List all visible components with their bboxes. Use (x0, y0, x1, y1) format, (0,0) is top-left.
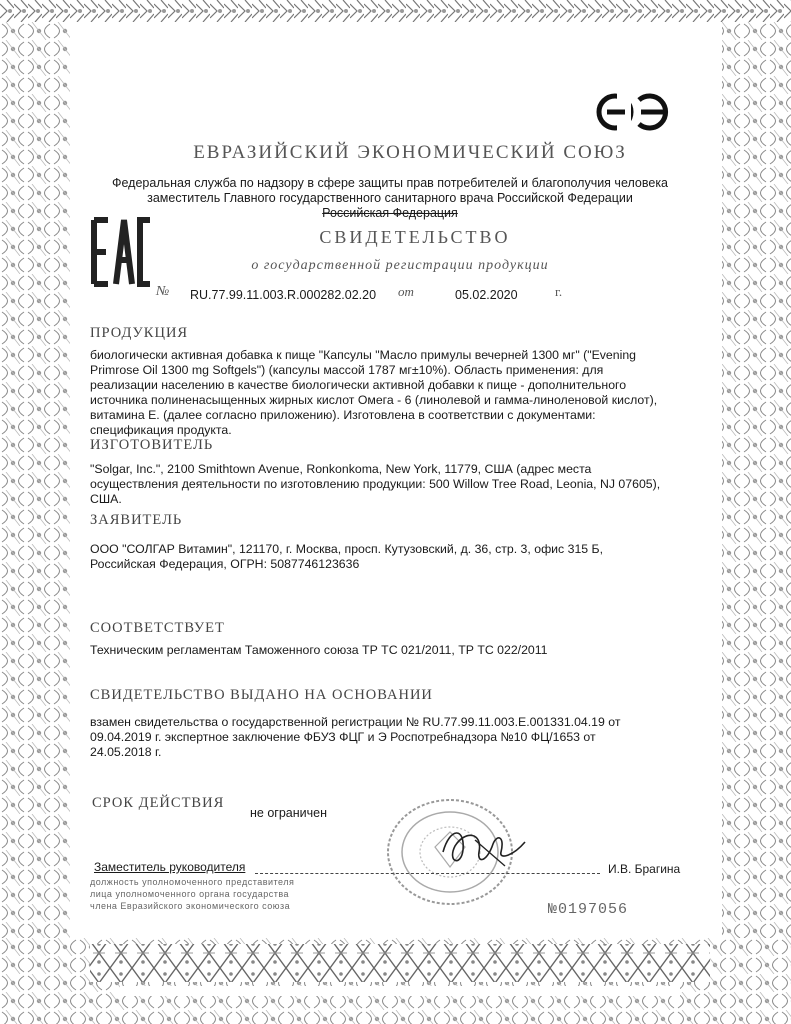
ce-logo-icon (595, 92, 675, 132)
applicant-heading: ЗАЯВИТЕЛЬ (90, 512, 183, 528)
certificate-number: RU.77.99.11.003.R.000282.02.20 (190, 288, 377, 302)
product-description (90, 348, 680, 438)
footnote-line: лица уполномоченного органа государства (90, 889, 290, 899)
conforms-line: Техническим регламентам Таможенного союза ТР ТС 021/2011, ТР ТС 022/2011 (90, 643, 548, 657)
footnote-line: должность уполномоченного представителя (90, 877, 295, 887)
applicant-line: Российская Федерация, ОГРН: 5087746123636 (90, 557, 360, 571)
number-label: № (156, 284, 170, 299)
basis-heading: СВИДЕТЕЛЬСТВО ВЫДАНО НА ОСНОВАНИИ (90, 687, 433, 703)
product-line: спецификация продукта. (90, 423, 232, 437)
manufacturer-heading: ИЗГОТОВИТЕЛЬ (90, 437, 214, 453)
manufacturer-line: США. (90, 492, 122, 506)
ornamental-border-top (0, 0, 791, 22)
manufacturer-line: "Solgar, Inc.", 2100 Smithtown Avenue, Ronkonkoma, New York, 11779, США (адрес места (90, 462, 592, 476)
product-line: реализации населению в качестве биологически активной добавки к пище - дополнительного (90, 378, 627, 392)
basis-line: взамен свидетельства о государственной регистрации № RU.77.99.11.003.Е.001331.04.19 от (90, 715, 621, 729)
signatory-title: Заместитель руководителя (94, 860, 246, 874)
issuing-authority (95, 176, 685, 221)
year-suffix: г. (555, 284, 563, 299)
eac-mark-icon (90, 212, 154, 292)
applicant-details (90, 542, 680, 572)
signature-icon (435, 822, 530, 872)
authority-line-1: Федеральная служба по надзору в сфере защиты прав потребителей и благополучия человека (111, 176, 669, 190)
signature-line (255, 873, 600, 874)
product-heading: ПРОДУКЦИЯ (90, 325, 189, 341)
product-line: источника полиненасыщенных жирных кислот Омега - 6 (линолевой и гамма-линоленовой кислот), (90, 393, 658, 407)
certificate-date: 05.02.2020 (455, 288, 518, 302)
date-label: от (398, 284, 414, 299)
ornamental-border-left (0, 22, 78, 938)
conforms-details (90, 643, 680, 658)
validity-value: не ограничен (250, 806, 327, 820)
product-line: витамина Е. (далее согласно приложению). Изготовлена в соответствии с документами: (90, 408, 596, 422)
validity-label: СРОК ДЕЙСТВИЯ (92, 795, 225, 811)
basis-details (90, 715, 680, 760)
ornamental-border-bottom (0, 938, 791, 1024)
authority-line-3: Российская Федерация (322, 206, 458, 220)
basis-line: 09.04.2019 г. экспертное заключение ФБУЗ ФЦГ и Э Роспотребнадзора №10 ФЦ/1653 от (90, 730, 596, 744)
product-line: Primrose Oil 1300 mg Softgels") (капсулы массой 1787 мг±10%). Область применения: для (90, 363, 604, 377)
authority-line-2: заместитель Главного государственного санитарного врача Российской Федерации (147, 191, 633, 205)
certificate-content (80, 22, 714, 938)
signatory-footnote (90, 876, 380, 912)
product-line: биологически активная добавка к пище "Капсулы "Масло примулы вечерней 1300 мг" ("Evening (90, 348, 637, 362)
form-serial-number: №0197056 (548, 901, 629, 918)
footnote-line: члена Евразийского экономического союза (90, 901, 291, 911)
certificate-subtitle: о государственной регистрации продукции (251, 258, 549, 273)
applicant-line: ООО "СОЛГАР Витамин", 121170, г. Москва, просп. Кутузовский, д. 36, стр. 3, офис 315 Б, (90, 542, 604, 556)
manufacturer-details (90, 462, 680, 507)
ornamental-border-right (716, 22, 791, 938)
union-title: ЕВРАЗИЙСКИЙ ЭКОНОМИЧЕСКИЙ СОЮЗ (193, 142, 627, 163)
manufacturer-line: осуществления деятельности по изготовлению продукции: 500 Willow Tree Road, Leonia, NJ 07605), (90, 477, 661, 491)
certificate-title: СВИДЕТЕЛЬСТВО (319, 227, 511, 247)
signatory-name: И.В. Брагина (608, 862, 681, 876)
conforms-heading: СООТВЕТСТВУЕТ (90, 620, 225, 636)
basis-line: 24.05.2018 г. (90, 745, 162, 759)
